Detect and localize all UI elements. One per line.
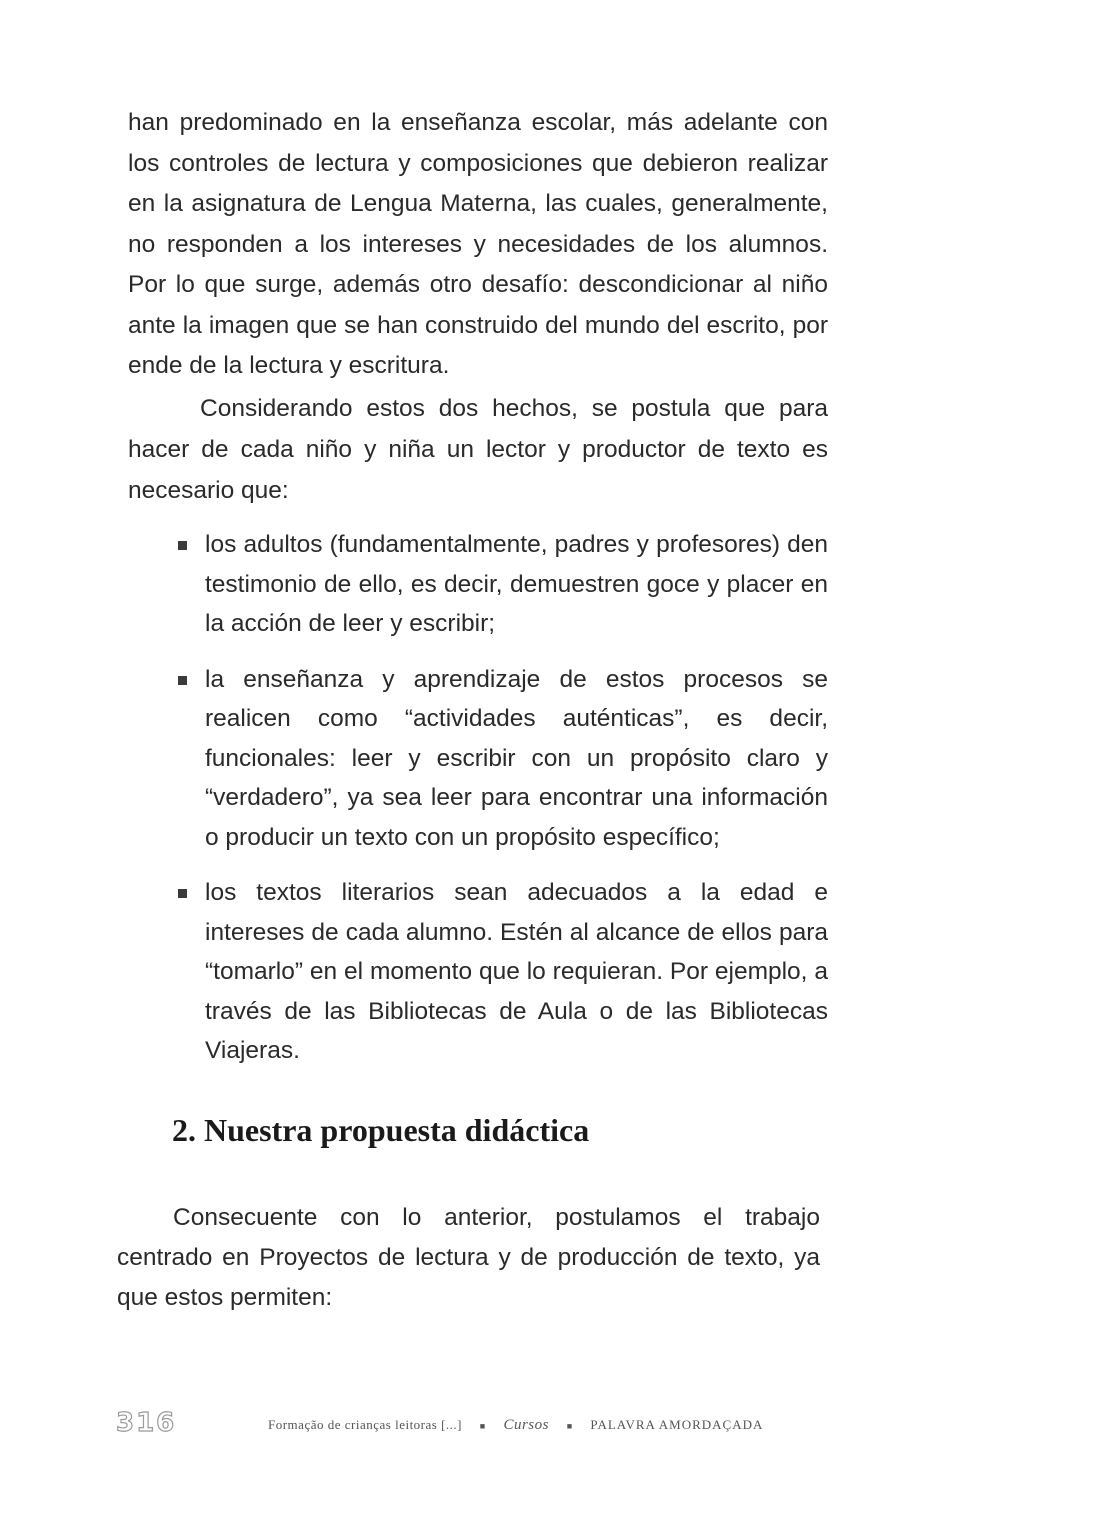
- list-item: [178, 525, 828, 644]
- journal-name: Cursos: [503, 1417, 549, 1433]
- page-number: 316: [116, 1408, 177, 1438]
- page-footer: [116, 1408, 826, 1442]
- section-heading: 2. Nuestra propuesta didáctica: [172, 1112, 590, 1148]
- book-title: Formação de crianças leitoras [...]: [268, 1417, 463, 1432]
- list-item-text: los adultos (fundamentalmente, padres y profesores) den testimonio de ello, es decir, demuestren goce y placer en la acción de leer y escribir;: [205, 531, 828, 637]
- collection-name: PALAVRA AMORDAÇADA: [590, 1417, 764, 1432]
- paragraph-consecuente: Consecuente con lo anterior, postulamos el trabajo centrado en Proyectos de lectura y de producción de texto, ya que estos permiten:: [117, 1204, 820, 1311]
- separator-icon: ■: [479, 1421, 486, 1432]
- square-bullet-icon: [178, 676, 187, 685]
- running-head: [268, 1417, 763, 1434]
- bullet-list: [178, 525, 828, 1087]
- paragraph-intro: han predominado en la enseñanza escolar, más adelante con los controles de lectura y composiciones que debieron realizar en la asignatura de Lengua Materna, las cuales, generalmente, no responden a los intereses y necesidades de los alumnos. Por lo que surge, además otro desafío: descondicionar al niño ante la imagen que se han construido del mundo del escrito, por ende de la lectura y escritura.: [128, 109, 828, 379]
- list-item-text: los textos literarios sean adecuados a la edad e intereses de cada alumno. Estén al alcance de ellos para “tomarlo” en el momento que lo requieran. Por ejemplo, a través de las Bibliotecas de Aula o de las Bibliotecas Viajeras.: [205, 879, 828, 1064]
- list-item-text: la enseñanza y aprendizaje de estos procesos se realicen como “actividades auténticas”, es decir, funcionales: leer y escribir con un propósito claro y “verdadero”, ya sea leer para encontrar una información o producir un texto con un propósito específico;: [205, 665, 828, 851]
- list-item: [178, 660, 828, 858]
- square-bullet-icon: [178, 889, 187, 898]
- list-item: [178, 873, 828, 1071]
- paragraph-considerando: Considerando estos dos hechos, se postula que para hacer de cada niño y niña un lector y productor de texto es necesario que:: [128, 395, 828, 504]
- separator-icon: ■: [566, 1421, 573, 1432]
- square-bullet-icon: [178, 541, 187, 550]
